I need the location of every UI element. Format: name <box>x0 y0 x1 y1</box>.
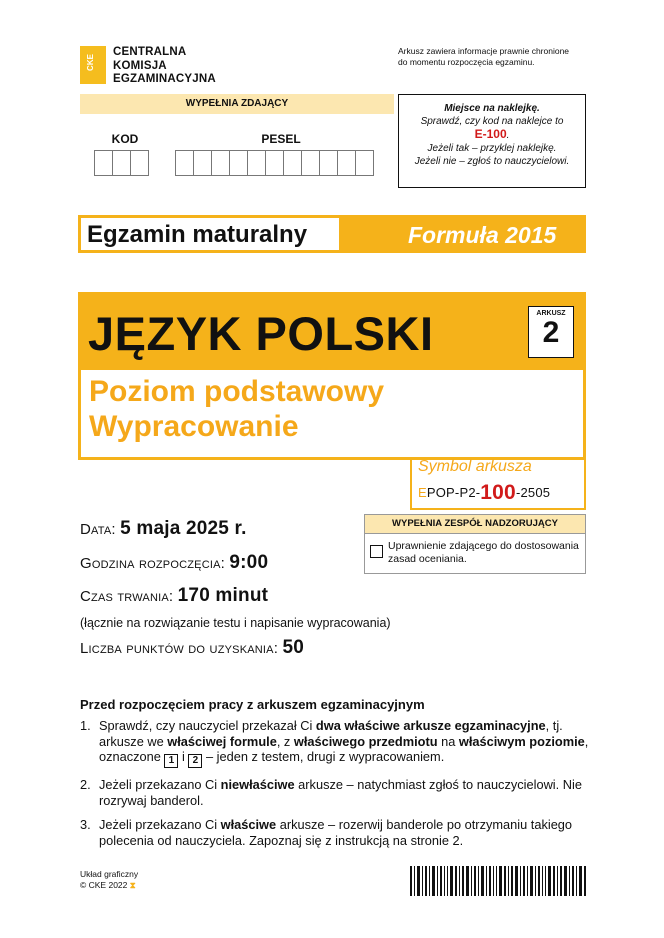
text-run: i <box>178 749 189 764</box>
confidentiality-notice <box>398 46 598 68</box>
bold-run: właściwym poziomie <box>458 733 585 749</box>
pesel-digit-box[interactable] <box>211 150 230 176</box>
start-label: Godzina rozpoczęcia: <box>80 555 226 572</box>
bold-run: niewłaściwe <box>220 777 295 792</box>
instruction-text <box>99 777 590 808</box>
exam-name: Egzamin maturalny <box>81 218 339 250</box>
logo-line-2: KOMISJA <box>113 59 167 72</box>
symbol-code <box>418 482 550 504</box>
duration-note: (łącznie na rozwiązanie testu i napisanie wypracowania) <box>80 616 391 630</box>
sticker-yes-text: Jeżeli tak – przyklej naklejkę. <box>427 143 557 154</box>
footer-line-1: Układ graficzny <box>80 869 139 879</box>
arkusz-badge <box>528 306 574 358</box>
cke-logo-letters: CKE <box>85 54 95 71</box>
bold-run: właściwe <box>220 817 277 832</box>
kod-digit-box[interactable] <box>112 150 131 176</box>
subject-title: JĘZYK POLSKI <box>88 307 434 360</box>
instruction-number: 2. <box>80 777 91 792</box>
accommodation-text: Uprawnienie zdającego do dostosowania zasad oceniania. <box>388 540 579 565</box>
instruction-item-1 <box>80 718 590 768</box>
text-run: , oznaczone <box>99 733 589 764</box>
instruction-item-3 <box>80 817 590 848</box>
sticker-code: E-100 <box>474 127 507 141</box>
arkusz-number: 2 <box>542 316 560 349</box>
candidate-section-heading: WYPEŁNIA ZDAJĄCY <box>80 94 394 114</box>
supervisors-heading: WYPEŁNIA ZESPÓŁ NADZORUJĄCY <box>364 514 586 534</box>
date-label: Data: <box>80 521 116 538</box>
instruction-number: 3. <box>80 817 91 832</box>
start-value: 9:00 <box>229 552 269 573</box>
sticker-no-text: Jeżeli nie – zgłoś to nauczycielowi. <box>414 156 570 167</box>
text-run: Jeżeli przekazano Ci <box>99 777 221 792</box>
instruction-number: 1. <box>80 718 91 733</box>
pesel-digit-box[interactable] <box>229 150 248 176</box>
text-run: Sprawdź, czy nauczyciel przekazał Ci <box>99 718 316 733</box>
exam-formula: Formuła 2015 <box>408 222 557 248</box>
pesel-digit-box[interactable] <box>337 150 356 176</box>
text-run: – jeden z testem, drugi z wypracowaniem. <box>202 749 445 764</box>
pesel-digit-box[interactable] <box>175 150 194 176</box>
symbol-label: Symbol arkusza <box>418 458 532 475</box>
duration-value: 170 minut <box>177 585 269 606</box>
points-value: 50 <box>282 637 304 658</box>
logo-line-3: EGZAMINACYJNA <box>113 73 216 85</box>
bold-run: właściwej formule <box>167 733 277 749</box>
symbol-e: E <box>418 485 427 500</box>
text-run: arkusze – natychmiast zgłoś to nauczycielowi. Nie rozrywaj banderol. <box>99 777 582 808</box>
exam-points <box>80 637 304 659</box>
text-run: Jeżeli przekazano Ci <box>99 817 221 832</box>
bold-run: dwa właściwe arkusze egzaminacyjne <box>315 718 546 733</box>
kod-digit-box[interactable] <box>94 150 113 176</box>
instruction-text <box>99 817 590 848</box>
cke-logo-text <box>113 46 216 87</box>
text-run: , z <box>276 733 294 749</box>
exam-duration <box>80 585 268 607</box>
date-value: 5 maja 2025 r. <box>120 518 247 539</box>
text-run: na <box>437 733 459 749</box>
text-run: arkusze – rozerwij banderole po otrzymaniu takiego polecenia od nauczyciela. Zapoznaj się z instrukcją na stronie 2. <box>99 817 573 848</box>
duration-label: Czas trwania: <box>80 588 174 605</box>
footer-line-2: © CKE 2022 <box>80 880 128 890</box>
exam-level: Poziom podstawowy <box>89 375 385 408</box>
sticker-code-dot: . <box>506 130 510 141</box>
kod-digit-box[interactable] <box>130 150 149 176</box>
sheet-box-2: 2 <box>188 754 202 768</box>
pesel-digit-box[interactable] <box>283 150 302 176</box>
instruction-text <box>99 718 590 768</box>
accommodation-checkbox[interactable] <box>370 545 383 558</box>
logo-line-1: CENTRALNA <box>113 46 187 58</box>
pesel-field[interactable] <box>175 150 373 176</box>
pesel-digit-box[interactable] <box>247 150 266 176</box>
symbol-mid: POP-P2- <box>426 485 481 500</box>
exam-date <box>80 518 247 540</box>
bold-run: właściwego przedmiotu <box>293 733 438 749</box>
sticker-title: Miejsce na naklejkę. <box>444 103 540 114</box>
arkusz-label: ARKUSZ <box>536 310 566 317</box>
pesel-digit-box[interactable] <box>265 150 284 176</box>
pesel-digit-box[interactable] <box>193 150 212 176</box>
instructions-heading: Przed rozpoczęciem pracy z arkuszem egzaminacyjnym <box>80 697 425 712</box>
text-run: , tj. arkusze we <box>99 718 563 749</box>
symbol-end: -2505 <box>515 485 551 500</box>
footer-credits <box>80 869 138 891</box>
kod-field[interactable] <box>94 150 148 176</box>
notice-line-2: do momentu rozpoczęcia egzaminu. <box>398 57 535 67</box>
sheet-box-1: 1 <box>164 754 178 768</box>
pesel-digit-box[interactable] <box>355 150 374 176</box>
pesel-digit-box[interactable] <box>301 150 320 176</box>
sticker-check-text: Sprawdź, czy kod na naklejce to <box>420 116 564 127</box>
exam-start-time <box>80 552 268 574</box>
barcode <box>410 866 586 896</box>
cke-logo-mark <box>80 46 106 84</box>
instructions-list <box>80 718 590 857</box>
symbol-number: 100 <box>480 481 516 504</box>
sticker-area[interactable] <box>398 94 586 188</box>
instruction-item-2 <box>80 777 590 808</box>
notice-line-1: Arkusz zawiera informacje prawnie chronione <box>398 46 570 56</box>
points-label: Liczba punktów do uzyskania: <box>80 640 279 657</box>
kod-label: KOD <box>111 132 139 146</box>
hourglass-icon: ⧗ <box>129 880 136 890</box>
pesel-digit-box[interactable] <box>319 150 338 176</box>
exam-part: Wypracowanie <box>89 410 299 443</box>
pesel-label: PESEL <box>261 132 301 146</box>
subject-subtitle <box>89 374 384 444</box>
